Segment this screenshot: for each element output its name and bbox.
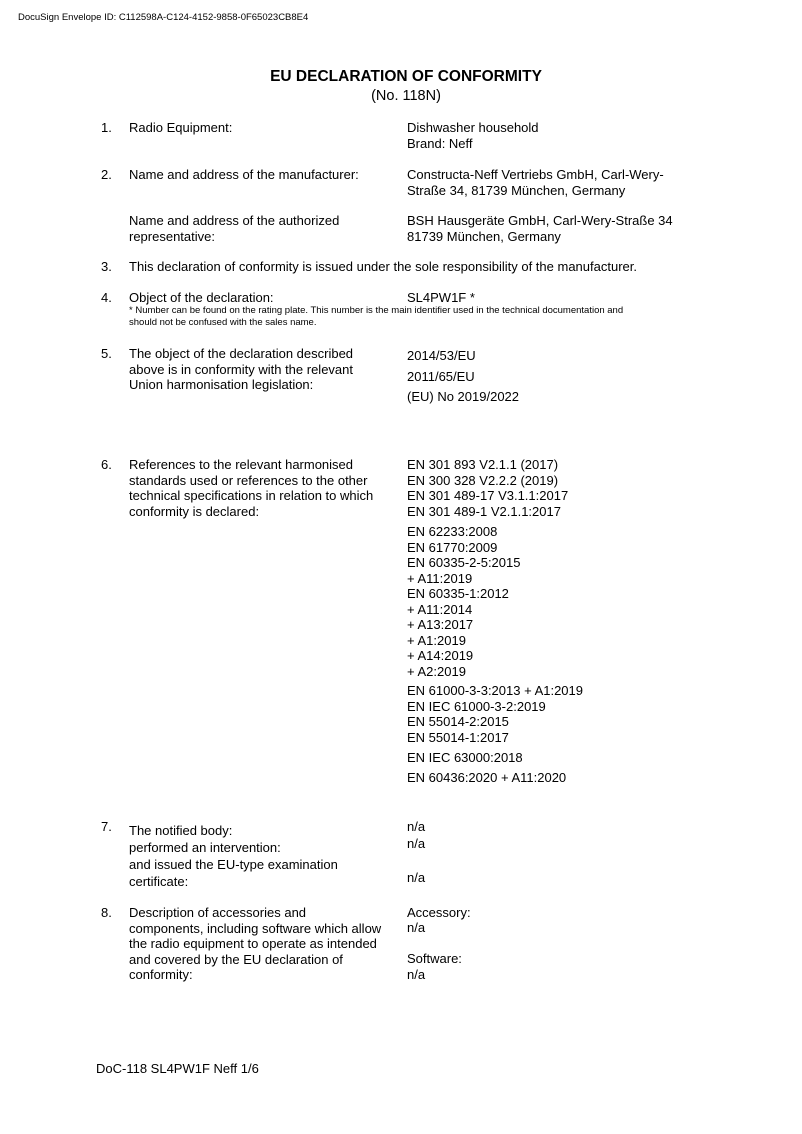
software-value: n/a bbox=[407, 967, 426, 982]
document-title: EU DECLARATION OF CONFORMITY bbox=[270, 68, 542, 85]
standards-group-rohs: EN IEC 63000:2018 bbox=[407, 750, 523, 765]
document-number: (No. 118N) bbox=[371, 88, 441, 104]
section-5-label: The object of the declaration described above is in conformity with the relevant Union harmonisation legislation: bbox=[129, 346, 354, 392]
accessory-label: Accessory: bbox=[407, 905, 471, 920]
section-7-label: The notified body: performed an intervention: and issued the EU-type examination certificate: bbox=[129, 823, 338, 889]
envelope-id: DocuSign Envelope ID: C112598A-C124-4152-9858-0F65023CB8E4 bbox=[18, 12, 309, 23]
representative-label: Name and address of the authorized representative: bbox=[129, 213, 340, 244]
certificate-value: n/a bbox=[407, 870, 426, 885]
section-3-number: 3. bbox=[101, 259, 112, 274]
section-2-number: 2. bbox=[101, 167, 112, 182]
intervention-value: n/a bbox=[407, 836, 426, 851]
model-number: SL4PW1F * bbox=[407, 290, 475, 305]
page-footer: DoC-118 SL4PW1F Neff 1/6 bbox=[96, 1061, 259, 1076]
section-4-label: Object of the declaration: bbox=[129, 290, 274, 305]
section-4-number: 4. bbox=[101, 290, 112, 305]
standards-group-performance: EN 60436:2020 + A11:2020 bbox=[407, 770, 567, 785]
section-3-label: This declaration of conformity is issued under the sole responsibility of the manufacturer. bbox=[129, 259, 637, 274]
section-8-number: 8. bbox=[101, 905, 112, 920]
software-label: Software: bbox=[407, 951, 462, 966]
section-6-label: References to the relevant harmonised standards used or references to the other technical specifications in relation to which conformity is declared: bbox=[129, 457, 374, 519]
section-1-value: Dishwasher household Brand: Neff bbox=[407, 120, 539, 151]
section-5-number: 5. bbox=[101, 346, 112, 361]
legislation-list: 2014/53/EU 2011/65/EU (EU) No 2019/2022 bbox=[407, 348, 520, 404]
section-1-label: Radio Equipment: bbox=[129, 120, 233, 135]
manufacturer-address: Constructa-Neff Vertriebs GmbH, Carl-Wery- Straße 34, 81739 München, Germany bbox=[407, 167, 664, 198]
notified-body-value: n/a bbox=[407, 819, 426, 834]
standards-group-safety: EN 62233:2008 EN 61770:2009 EN 60335-2-5:2015 + A11:2019 EN 60335-1:2012 + A11:2014 + A13:2017 + A1:2019 + A14:2019 + A2:2019 bbox=[407, 524, 521, 679]
section-1-number: 1. bbox=[101, 120, 112, 135]
section-8-label: Description of accessories and components, including software which allow the radio equipment to operate as intended and covered by the EU declaration of conformity: bbox=[129, 905, 382, 982]
section-7-number: 7. bbox=[101, 819, 112, 834]
standards-group-radio: EN 301 893 V2.1.1 (2017) EN 300 328 V2.2.2 (2019) EN 301 489-17 V3.1.1:2017 EN 301 489-1 V2.1.1:2017 bbox=[407, 457, 569, 519]
standards-group-emc: EN 61000-3-3:2013 + A1:2019 EN IEC 61000-3-2:2019 EN 55014-2:2015 EN 55014-1:2017 bbox=[407, 683, 584, 745]
accessory-value: n/a bbox=[407, 920, 426, 935]
representative-address: BSH Hausgeräte GmbH, Carl-Wery-Straße 34 81739 München, Germany bbox=[407, 213, 673, 244]
model-footnote: * Number can be found on the rating plate. This number is the main identifier used in the technical documentation and should not be confused with the sales name. bbox=[129, 305, 624, 328]
section-2-label: Name and address of the manufacturer: bbox=[129, 167, 359, 182]
section-6-number: 6. bbox=[101, 457, 112, 472]
